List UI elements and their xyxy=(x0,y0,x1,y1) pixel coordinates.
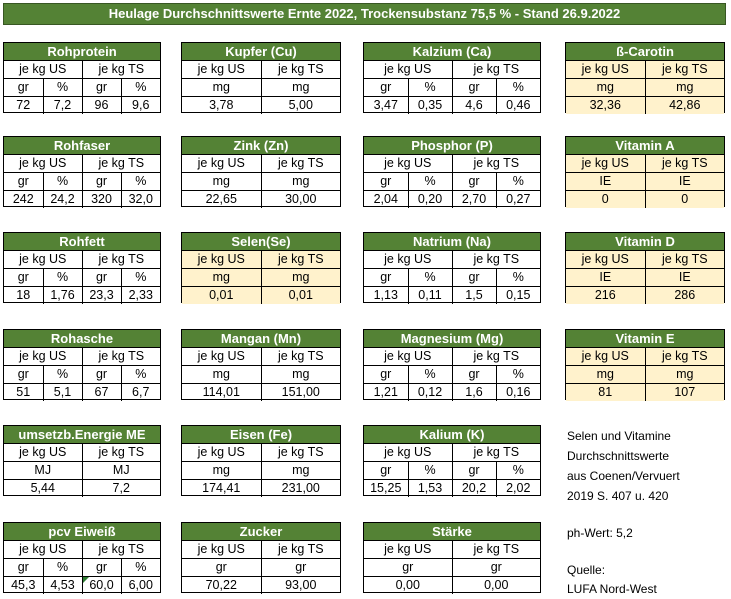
card-eisen xyxy=(181,425,341,496)
card-carotin xyxy=(565,42,725,113)
value-cell: 286 xyxy=(645,286,724,304)
value-cell: 60,0 xyxy=(82,576,121,594)
value-cell: 1,76 xyxy=(43,286,82,304)
unit-cell: gr xyxy=(452,365,496,383)
header-us: je kg US xyxy=(364,540,452,558)
header-ts: je kg TS xyxy=(645,250,724,268)
value-cell: 7,2 xyxy=(82,479,160,497)
header-us: je kg US xyxy=(182,60,261,78)
header-us: je kg US xyxy=(182,443,261,461)
header-us: je kg US xyxy=(182,347,261,365)
header-us: je kg US xyxy=(4,540,82,558)
card-title: Rohfett xyxy=(4,233,160,250)
header-us: je kg US xyxy=(566,347,645,365)
value-cell: 2,02 xyxy=(496,479,540,497)
unit-cell: % xyxy=(408,172,452,190)
unit-cell: gr xyxy=(452,268,496,286)
unit-cell: gr xyxy=(4,558,43,576)
card-rohasche xyxy=(3,329,161,400)
unit-cell: mg xyxy=(182,78,261,96)
card-title: Natrium (Na) xyxy=(364,233,540,250)
card-title: Rohfaser xyxy=(4,137,160,154)
unit-cell: % xyxy=(121,558,160,576)
unit-cell: mg xyxy=(566,365,645,383)
card-title: Kalzium (Ca) xyxy=(364,43,540,60)
unit-cell: gr xyxy=(261,558,340,576)
unit-cell: mg xyxy=(645,78,724,96)
card-title: Mangan (Mn) xyxy=(182,330,340,347)
unit-cell: gr xyxy=(364,78,408,96)
unit-cell: % xyxy=(496,365,540,383)
card-magnesium xyxy=(363,329,541,400)
value-cell: 1,13 xyxy=(364,286,408,304)
value-cell: 23,3 xyxy=(82,286,121,304)
header-ts: je kg TS xyxy=(82,540,160,558)
unit-cell: mg xyxy=(261,172,340,190)
header-ts: je kg TS xyxy=(261,347,340,365)
value-cell: 174,41 xyxy=(182,479,261,497)
unit-cell: mg xyxy=(182,268,261,286)
unit-cell: gr xyxy=(82,172,121,190)
value-cell: 15,25 xyxy=(364,479,408,497)
value-cell: 81 xyxy=(566,383,645,401)
header-ts: je kg TS xyxy=(452,154,540,172)
unit-cell: mg xyxy=(182,172,261,190)
header-ts: je kg TS xyxy=(261,443,340,461)
card-energie xyxy=(3,425,161,496)
header-ts: je kg TS xyxy=(452,347,540,365)
unit-cell: % xyxy=(496,268,540,286)
unit-cell: mg xyxy=(261,268,340,286)
card-selen xyxy=(181,232,341,303)
value-cell: 231,00 xyxy=(261,479,340,497)
header-ts: je kg TS xyxy=(82,250,160,268)
value-cell: 6,7 xyxy=(121,383,160,401)
unit-cell: gr xyxy=(82,268,121,286)
card-rohfett xyxy=(3,232,161,303)
header-us: je kg US xyxy=(4,60,82,78)
value-cell: 96 xyxy=(82,96,121,114)
value-cell: 22,65 xyxy=(182,190,261,208)
unit-cell: % xyxy=(121,268,160,286)
value-cell: 93,00 xyxy=(261,576,340,594)
value-cell: 20,2 xyxy=(452,479,496,497)
header-us: je kg US xyxy=(566,60,645,78)
card-title: Vitamin A xyxy=(566,137,724,154)
header-ts: je kg TS xyxy=(82,443,160,461)
value-cell: 32,36 xyxy=(566,96,645,114)
card-title: Kalium (K) xyxy=(364,426,540,443)
unit-cell: mg xyxy=(566,78,645,96)
unit-cell: gr xyxy=(364,365,408,383)
unit-cell: gr xyxy=(364,558,452,576)
card-kupfer xyxy=(181,42,341,113)
header-ts: je kg TS xyxy=(82,60,160,78)
card-title: Eisen (Fe) xyxy=(182,426,340,443)
value-cell: 0,00 xyxy=(452,576,540,594)
unit-cell: % xyxy=(496,461,540,479)
value-cell: 320 xyxy=(82,190,121,208)
card-title: Vitamin E xyxy=(566,330,724,347)
value-cell: 3,78 xyxy=(182,96,261,114)
value-cell: 4,53 xyxy=(43,576,82,594)
unit-cell: gr xyxy=(452,461,496,479)
header-ts: je kg TS xyxy=(645,347,724,365)
note-line: Durchschnittswerte xyxy=(567,449,670,463)
value-cell: 32,0 xyxy=(121,190,160,208)
value-cell: 0,20 xyxy=(408,190,452,208)
card-title: Phosphor (P) xyxy=(364,137,540,154)
header-us: je kg US xyxy=(4,443,82,461)
value-cell: 0,46 xyxy=(496,96,540,114)
unit-cell: gr xyxy=(4,78,43,96)
value-cell: 0,12 xyxy=(408,383,452,401)
unit-cell: % xyxy=(408,461,452,479)
value-cell: 0,01 xyxy=(261,286,340,304)
unit-cell: gr xyxy=(452,172,496,190)
value-cell: 4,6 xyxy=(452,96,496,114)
header-ts: je kg TS xyxy=(261,60,340,78)
card-title: Zink (Zn) xyxy=(182,137,340,154)
header-ts: je kg TS xyxy=(261,540,340,558)
unit-cell: gr xyxy=(82,558,121,576)
unit-cell: gr xyxy=(452,558,540,576)
value-cell: 42,86 xyxy=(645,96,724,114)
card-title: Kupfer (Cu) xyxy=(182,43,340,60)
card-title: Zucker xyxy=(182,523,340,540)
header-us: je kg US xyxy=(4,250,82,268)
header-ts: je kg TS xyxy=(452,60,540,78)
header-us: je kg US xyxy=(364,443,452,461)
unit-cell: % xyxy=(43,365,82,383)
value-cell: 5,00 xyxy=(261,96,340,114)
card-natrium xyxy=(363,232,541,303)
unit-cell: % xyxy=(43,172,82,190)
unit-cell: % xyxy=(408,365,452,383)
card-vitamin-a xyxy=(565,136,725,207)
value-cell: 2,33 xyxy=(121,286,160,304)
value-cell: 0,01 xyxy=(182,286,261,304)
quelle-label: Quelle: xyxy=(567,563,606,577)
header-ts: je kg TS xyxy=(261,154,340,172)
value-cell: 0,15 xyxy=(496,286,540,304)
unit-cell: mg xyxy=(261,78,340,96)
header-ts: je kg TS xyxy=(645,154,724,172)
header-ts: je kg TS xyxy=(452,443,540,461)
value-cell: 70,22 xyxy=(182,576,261,594)
header-ts: je kg TS xyxy=(261,250,340,268)
unit-cell: gr xyxy=(364,172,408,190)
header-us: je kg US xyxy=(364,250,452,268)
value-cell: 72 xyxy=(4,96,43,114)
value-cell: 5,44 xyxy=(4,479,82,497)
header-us: je kg US xyxy=(566,250,645,268)
card-rohprotein xyxy=(3,42,161,113)
unit-cell: MJ xyxy=(4,461,82,479)
unit-cell: gr xyxy=(4,268,43,286)
page-title: Heulage Durchschnittswerte Ernte 2022, Trockensubstanz 75,5 % - Stand 26.9.2022 xyxy=(3,3,726,25)
unit-cell: % xyxy=(43,558,82,576)
unit-cell: gr xyxy=(452,78,496,96)
unit-cell: % xyxy=(43,268,82,286)
ph-value: ph-Wert: 5,2 xyxy=(567,526,633,540)
header-ts: je kg TS xyxy=(645,60,724,78)
unit-cell: mg xyxy=(645,365,724,383)
card-zucker xyxy=(181,522,341,593)
unit-cell: gr xyxy=(182,558,261,576)
note-line: Selen und Vitamine xyxy=(567,429,671,443)
card-zink xyxy=(181,136,341,207)
unit-cell: % xyxy=(121,172,160,190)
unit-cell: IE xyxy=(566,172,645,190)
value-cell: 1,53 xyxy=(408,479,452,497)
card-kalium xyxy=(363,425,541,496)
card-title: Rohprotein xyxy=(4,43,160,60)
unit-cell: MJ xyxy=(82,461,160,479)
value-cell: 0,27 xyxy=(496,190,540,208)
note-line: aus Coenen/Vervuert xyxy=(567,469,680,483)
card-vitamin-d xyxy=(565,232,725,303)
card-vitamin-e xyxy=(565,329,725,400)
unit-cell: mg xyxy=(182,461,261,479)
value-cell: 45,3 xyxy=(4,576,43,594)
header-us: je kg US xyxy=(182,154,261,172)
card-title: pcv Eiweiß xyxy=(4,523,160,540)
header-us: je kg US xyxy=(4,154,82,172)
header-us: je kg US xyxy=(364,347,452,365)
value-cell: 107 xyxy=(645,383,724,401)
value-cell: 3,47 xyxy=(364,96,408,114)
unit-cell: % xyxy=(408,78,452,96)
card-title: Magnesium (Mg) xyxy=(364,330,540,347)
card-phosphor xyxy=(363,136,541,207)
header-us: je kg US xyxy=(182,540,261,558)
source-note xyxy=(567,426,680,506)
unit-cell: % xyxy=(43,78,82,96)
card-title: ß-Carotin xyxy=(566,43,724,60)
header-us: je kg US xyxy=(364,60,452,78)
value-cell: 1,5 xyxy=(452,286,496,304)
header-us: je kg US xyxy=(364,154,452,172)
unit-cell: mg xyxy=(182,365,261,383)
value-cell: 51 xyxy=(4,383,43,401)
value-cell: 1,21 xyxy=(364,383,408,401)
card-pcv xyxy=(3,522,161,593)
unit-cell: % xyxy=(121,78,160,96)
card-rohfaser xyxy=(3,136,161,207)
unit-cell: % xyxy=(496,78,540,96)
unit-cell: % xyxy=(408,268,452,286)
unit-cell: gr xyxy=(82,365,121,383)
header-ts: je kg TS xyxy=(82,347,160,365)
value-cell: 216 xyxy=(566,286,645,304)
header-ts: je kg TS xyxy=(452,540,540,558)
value-cell: 2,70 xyxy=(452,190,496,208)
header-us: je kg US xyxy=(566,154,645,172)
card-title: umsetzb.Energie ME xyxy=(4,426,160,443)
quelle-value: LUFA Nord-West xyxy=(567,582,657,596)
card-mangan xyxy=(181,329,341,400)
header-us: je kg US xyxy=(182,250,261,268)
unit-cell: % xyxy=(121,365,160,383)
value-cell: 0,00 xyxy=(364,576,452,594)
unit-cell: gr xyxy=(82,78,121,96)
unit-cell: mg xyxy=(261,461,340,479)
card-kalzium xyxy=(363,42,541,113)
value-cell: 151,00 xyxy=(261,383,340,401)
unit-cell: mg xyxy=(261,365,340,383)
unit-cell: gr xyxy=(4,172,43,190)
unit-cell: gr xyxy=(364,268,408,286)
value-cell: 67 xyxy=(82,383,121,401)
value-cell: 24,2 xyxy=(43,190,82,208)
value-cell: 0 xyxy=(645,190,724,208)
card-title: Selen(Se) xyxy=(182,233,340,250)
unit-cell: % xyxy=(496,172,540,190)
unit-cell: gr xyxy=(364,461,408,479)
value-cell: 2,04 xyxy=(364,190,408,208)
value-cell: 0 xyxy=(566,190,645,208)
value-cell: 0,35 xyxy=(408,96,452,114)
unit-cell: IE xyxy=(566,268,645,286)
card-title: Vitamin D xyxy=(566,233,724,250)
unit-cell: IE xyxy=(645,268,724,286)
header-ts: je kg TS xyxy=(82,154,160,172)
header-us: je kg US xyxy=(4,347,82,365)
value-cell: 1,6 xyxy=(452,383,496,401)
value-cell: 30,00 xyxy=(261,190,340,208)
value-cell: 242 xyxy=(4,190,43,208)
value-cell: 0,11 xyxy=(408,286,452,304)
header-ts: je kg TS xyxy=(452,250,540,268)
value-cell: 6,00 xyxy=(121,576,160,594)
value-cell: 114,01 xyxy=(182,383,261,401)
value-cell: 5,1 xyxy=(43,383,82,401)
note-line: 2019 S. 407 u. 420 xyxy=(567,489,669,503)
unit-cell: IE xyxy=(645,172,724,190)
card-staerke xyxy=(363,522,541,593)
value-cell: 9,6 xyxy=(121,96,160,114)
card-title: Rohasche xyxy=(4,330,160,347)
card-title: Stärke xyxy=(364,523,540,540)
value-cell: 7,2 xyxy=(43,96,82,114)
unit-cell: gr xyxy=(4,365,43,383)
value-cell: 18 xyxy=(4,286,43,304)
value-cell: 0,16 xyxy=(496,383,540,401)
